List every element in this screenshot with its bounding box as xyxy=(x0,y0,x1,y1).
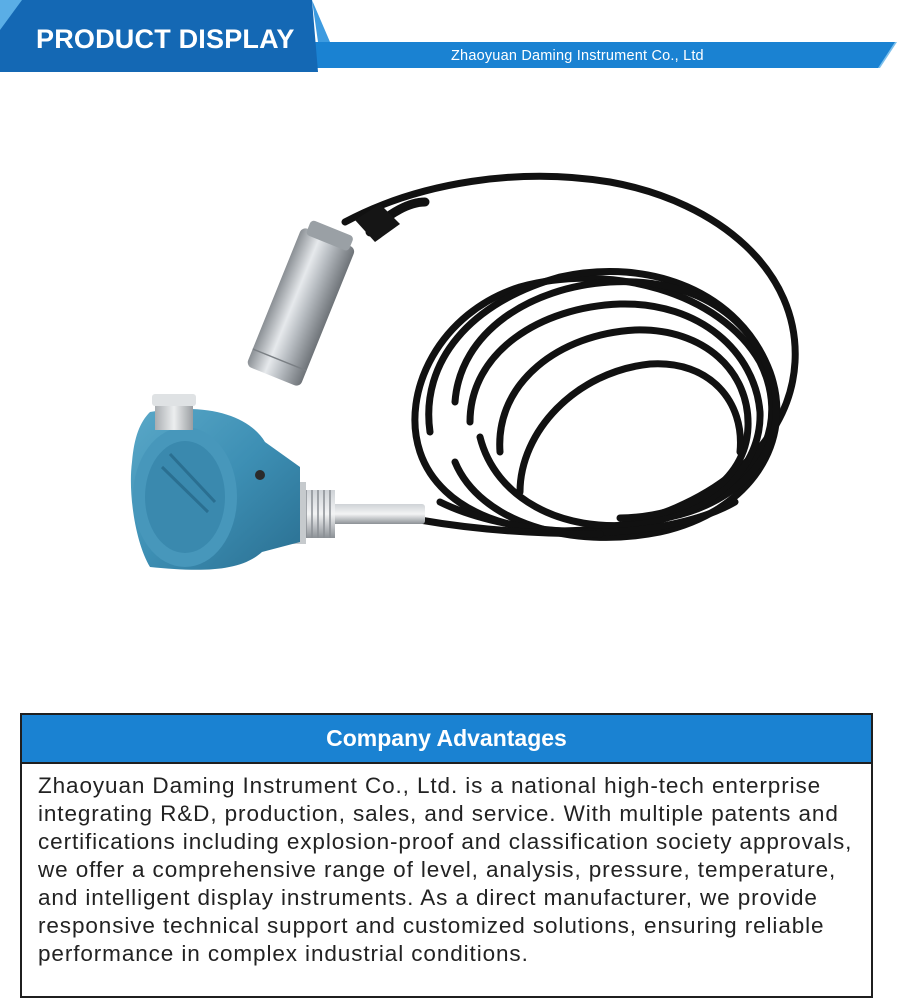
company-advantages-panel xyxy=(20,713,873,998)
company-name: Zhaoyuan Daming Instrument Co., Ltd xyxy=(451,48,704,64)
page-title: PRODUCT DISPLAY xyxy=(36,24,295,54)
advantages-heading: Company Advantages xyxy=(22,715,871,764)
advantages-description: Zhaoyuan Daming Instrument Co., Ltd. is a national high-tech enterprise integrating R&D, production, sales, and service. With multiple patents and certifications including explosion-proof and classification society approvals, we offer a comprehensive range of level, analysis, pressure, temperature, and intelligent display instruments. As a direct manufacturer, we provide responsive technical support and customized solutions, ensuring reliable performance in complex industrial conditions. xyxy=(38,773,853,966)
header-banner xyxy=(0,0,897,72)
product-image xyxy=(0,72,897,702)
submersible-level-transmitter-icon xyxy=(0,72,897,702)
